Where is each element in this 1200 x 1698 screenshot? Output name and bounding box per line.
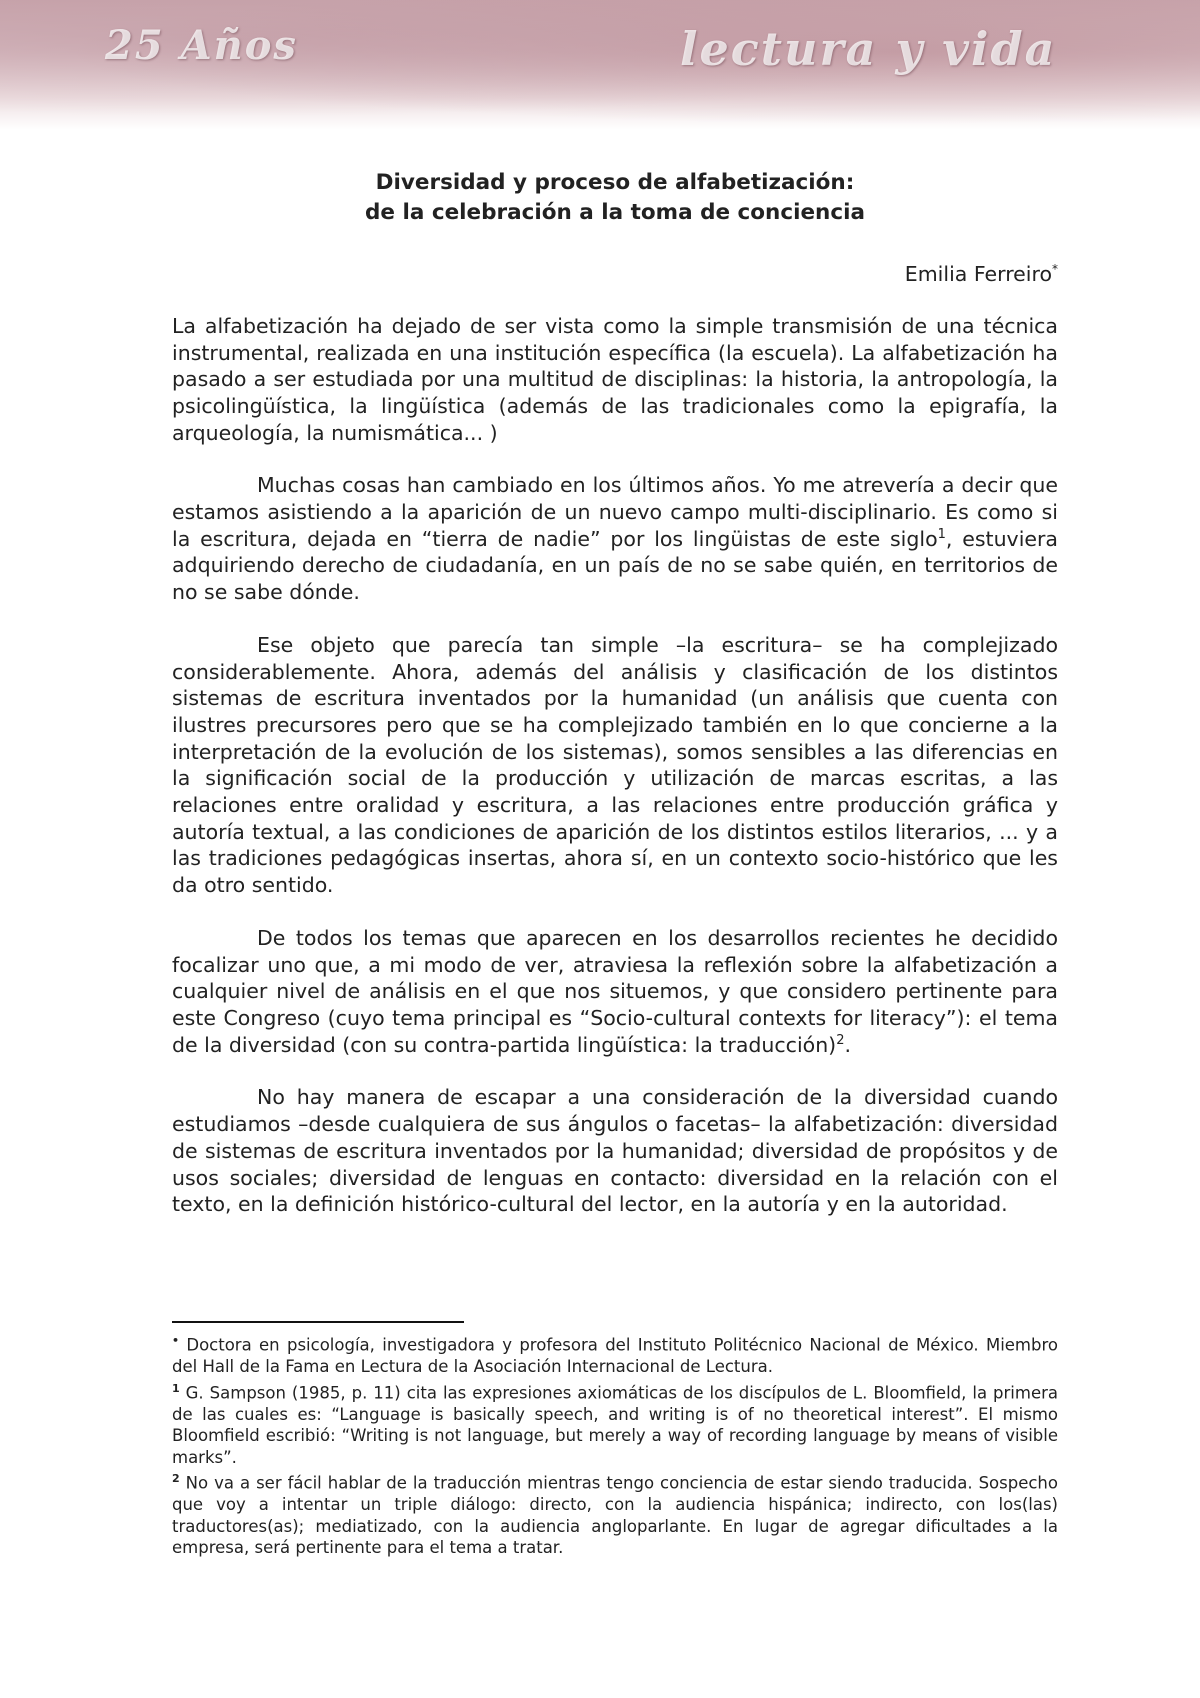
title-line-2: de la celebración a la toma de conciencia — [365, 200, 865, 225]
footnote-text: Doctora en psicología, investigadora y profesora del Instituto Politécnico Nacional de México. Miembro del Hall de la Fama en Lectura de la Asociación Internacional de Lectura. — [172, 1335, 1058, 1376]
footnotes — [172, 1330, 1058, 1559]
article-title — [172, 168, 1058, 228]
footnote-author — [172, 1330, 1058, 1378]
paragraph-5: No hay manera de escapar a una consideración de la diversidad cuando estudiamos –desde cualquiera de sus ángulos o facetas– la alfabetización: diversidad de sistemas de escritura inventados por la humanidad; diversidad de propósitos y de usos sociales; diversidad de lenguas en contacto: diversidad en la relación con el texto, en la definición histórico-cultural del lector, en la autoría y en la autoridad. — [172, 1085, 1058, 1217]
banner-journal-title: lectura y vida — [680, 22, 1057, 76]
footnote-ref-1: 1 — [937, 526, 946, 542]
author-footnote-mark: * — [1052, 262, 1058, 276]
paragraph-4-text-a: De todos los temas que aparecen en los desarrollos recientes he decidido focalizar uno que, a mi modo de ver, atraviesa la reflexión sobre la alfabetización a cualquier nivel de análisis en el que nos situemos, y que considero pertinente para este Congreso (cuyo tema principal es “Socio-cultural contexts for literacy”): el tema de la diversidad (con su contra-partida lingüística: la traducción) — [172, 925, 1058, 1057]
paragraph-2-text-b: , estuviera adquiriendo derecho de ciudadanía, en un país de no se sabe quién, en territorios de no se sabe dónde. — [172, 526, 1058, 605]
footnote-ref-2: 2 — [836, 1032, 845, 1048]
author-text: Emilia Ferreiro — [904, 261, 1052, 286]
paragraph-1: La alfabetización ha dejado de ser vista como la simple transmisión de una técnica instrumental, realizada en una institución específica (la escuela). La alfabetización ha pasado a ser estudiada por una multitud de disciplinas: la historia, la antropología, la psicolingüística, la lingüística (además de las tradicionales como la epigrafía, la arqueología, la numismática... ) — [172, 313, 1058, 445]
paragraph-4 — [172, 925, 1058, 1059]
title-line-1: Diversidad y proceso de alfabetización: — [375, 170, 855, 195]
footnote-mark: 2 — [172, 1472, 180, 1485]
paragraph-3: Ese objeto que parecía tan simple –la escritura– se ha complejizado considerablemente. Ahora, además del análisis y clasificación de los distintos sistemas de escritura inventados por la humanidad (un análisis que cuenta con ilustres precursores pero que se ha complejizado también en lo que concierne a la interpretación de la evolución de los sistemas), somos sensibles a las diferencias en la significación social de la producción y utilización de marcas escritas, a las relaciones entre oralidad y escritura, a las relaciones entre producción gráfica y autoría textual, a las condiciones de aparición de los distintos estilos literarios, ... y a las tradiciones pedagógicas insertas, ahora sí, en un contexto socio-histórico que les da otro sentido. — [172, 632, 1058, 898]
article-body — [172, 168, 1058, 1218]
author-name — [172, 256, 1058, 287]
footnote-1 — [172, 1378, 1058, 1469]
footnote-2 — [172, 1468, 1058, 1559]
footnote-text: G. Sampson (1985, p. 11) cita las expresiones axiomáticas de los discípulos de L. Bloomfield, la primera de las cuales es: “Language is basically speech, and writing is of no theoretical interest”. El mismo Bloomfield escribió: “Writing is not language, but merely a way of recording language by means of visible marks”. — [172, 1383, 1058, 1467]
footnote-divider — [172, 1321, 464, 1323]
footnote-mark: 1 — [172, 1381, 180, 1395]
paragraph-2 — [172, 472, 1058, 606]
header-banner — [0, 0, 1200, 130]
footnote-mark: • — [172, 1334, 180, 1347]
footnote-text: No va a ser fácil hablar de la traducción mientras tengo conciencia de estar siendo traducida. Sospecho que voy a intentar un triple diálogo: directo, con la audiencia hispánica; indirecto, con los(las) traductores(as); mediatizado, con la audiencia angloparlante. En lugar de agregar dificultades a la empresa, será pertinente para el tema a tratar. — [172, 1473, 1058, 1557]
banner-anniversary-text: 25 Años — [105, 22, 298, 69]
paragraph-2-text-a: Muchas cosas han cambiado en los últimos años. Yo me atrevería a decir que estamos asistiendo a la aparición de un nuevo campo multi-disciplinario. Es como si la escritura, dejada en “tierra de nadie” por los lingüistas de este siglo — [172, 473, 1058, 551]
paragraph-4-text-b: . — [844, 1032, 851, 1057]
